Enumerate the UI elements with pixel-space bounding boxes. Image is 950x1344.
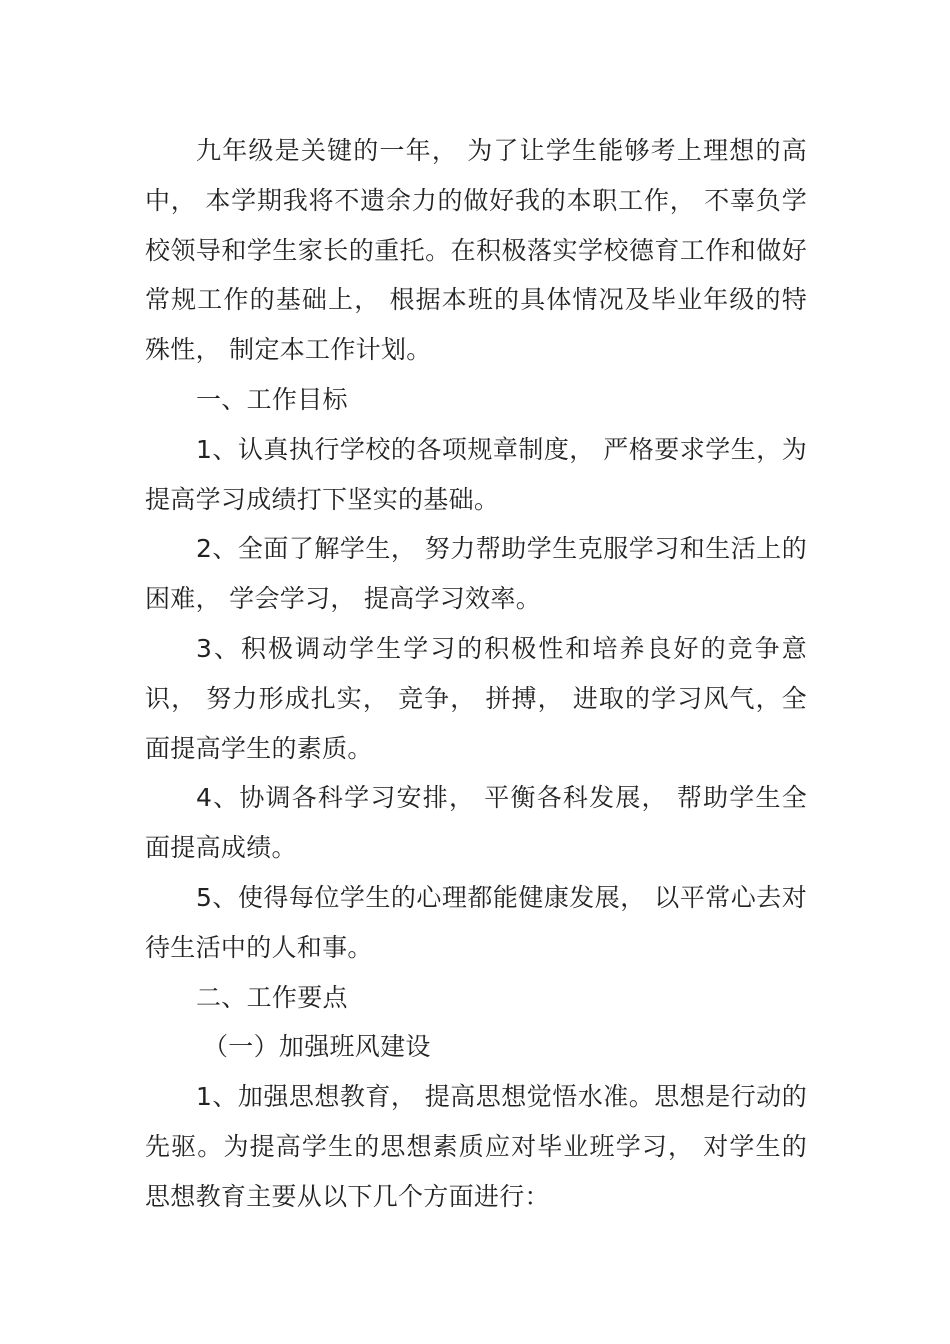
section-heading-goals: 一、工作目标 <box>196 384 348 414</box>
document-body <box>145 126 807 1222</box>
goal-item-3: 3、积极调动学生学习的积极性和培养良好的竞争意识， 努力形成扎实， 竞争， 拼搏， 进取的学习风气，全面提高学生的素质。 <box>145 633 807 763</box>
intro-paragraph: 九年级是关键的一年， 为了让学生能够考上理想的高中， 本学期我将不遗余力的做好我的本职工作， 不辜负学校领导和学生家长的重托。在积极落实学校德育工作和做好常规工作的基础上， 根据本班的具体情况及毕业年级的特殊性， 制定本工作计划。 <box>145 136 807 365</box>
goal-item-5: 5、使得每位学生的心理都能健康发展， 以平常心去对待生活中的人和事。 <box>145 882 807 962</box>
key-point-item-1: 1、加强思想教育， 提高思想觉悟水准。思想是行动的先驱。为提高学生的思想素质应对毕业班学习， 对学生的思想教育主要从以下几个方面进行： <box>145 1082 807 1211</box>
goal-item-1: 1、认真执行学校的各项规章制度， 严格要求学生，为提高学习成绩打下坚实的基础。 <box>145 434 807 514</box>
goal-item-2: 2、全面了解学生， 努力帮助学生克服学习和生活上的困难， 学会学习， 提高学习效率。 <box>145 534 807 614</box>
subsection-heading-class-culture: （一）加强班风建设 <box>203 1032 431 1062</box>
section-heading-key-points: 二、工作要点 <box>196 982 348 1012</box>
goal-item-4: 4、协调各科学习安排， 平衡各科发展， 帮助学生全面提高成绩。 <box>145 783 807 863</box>
